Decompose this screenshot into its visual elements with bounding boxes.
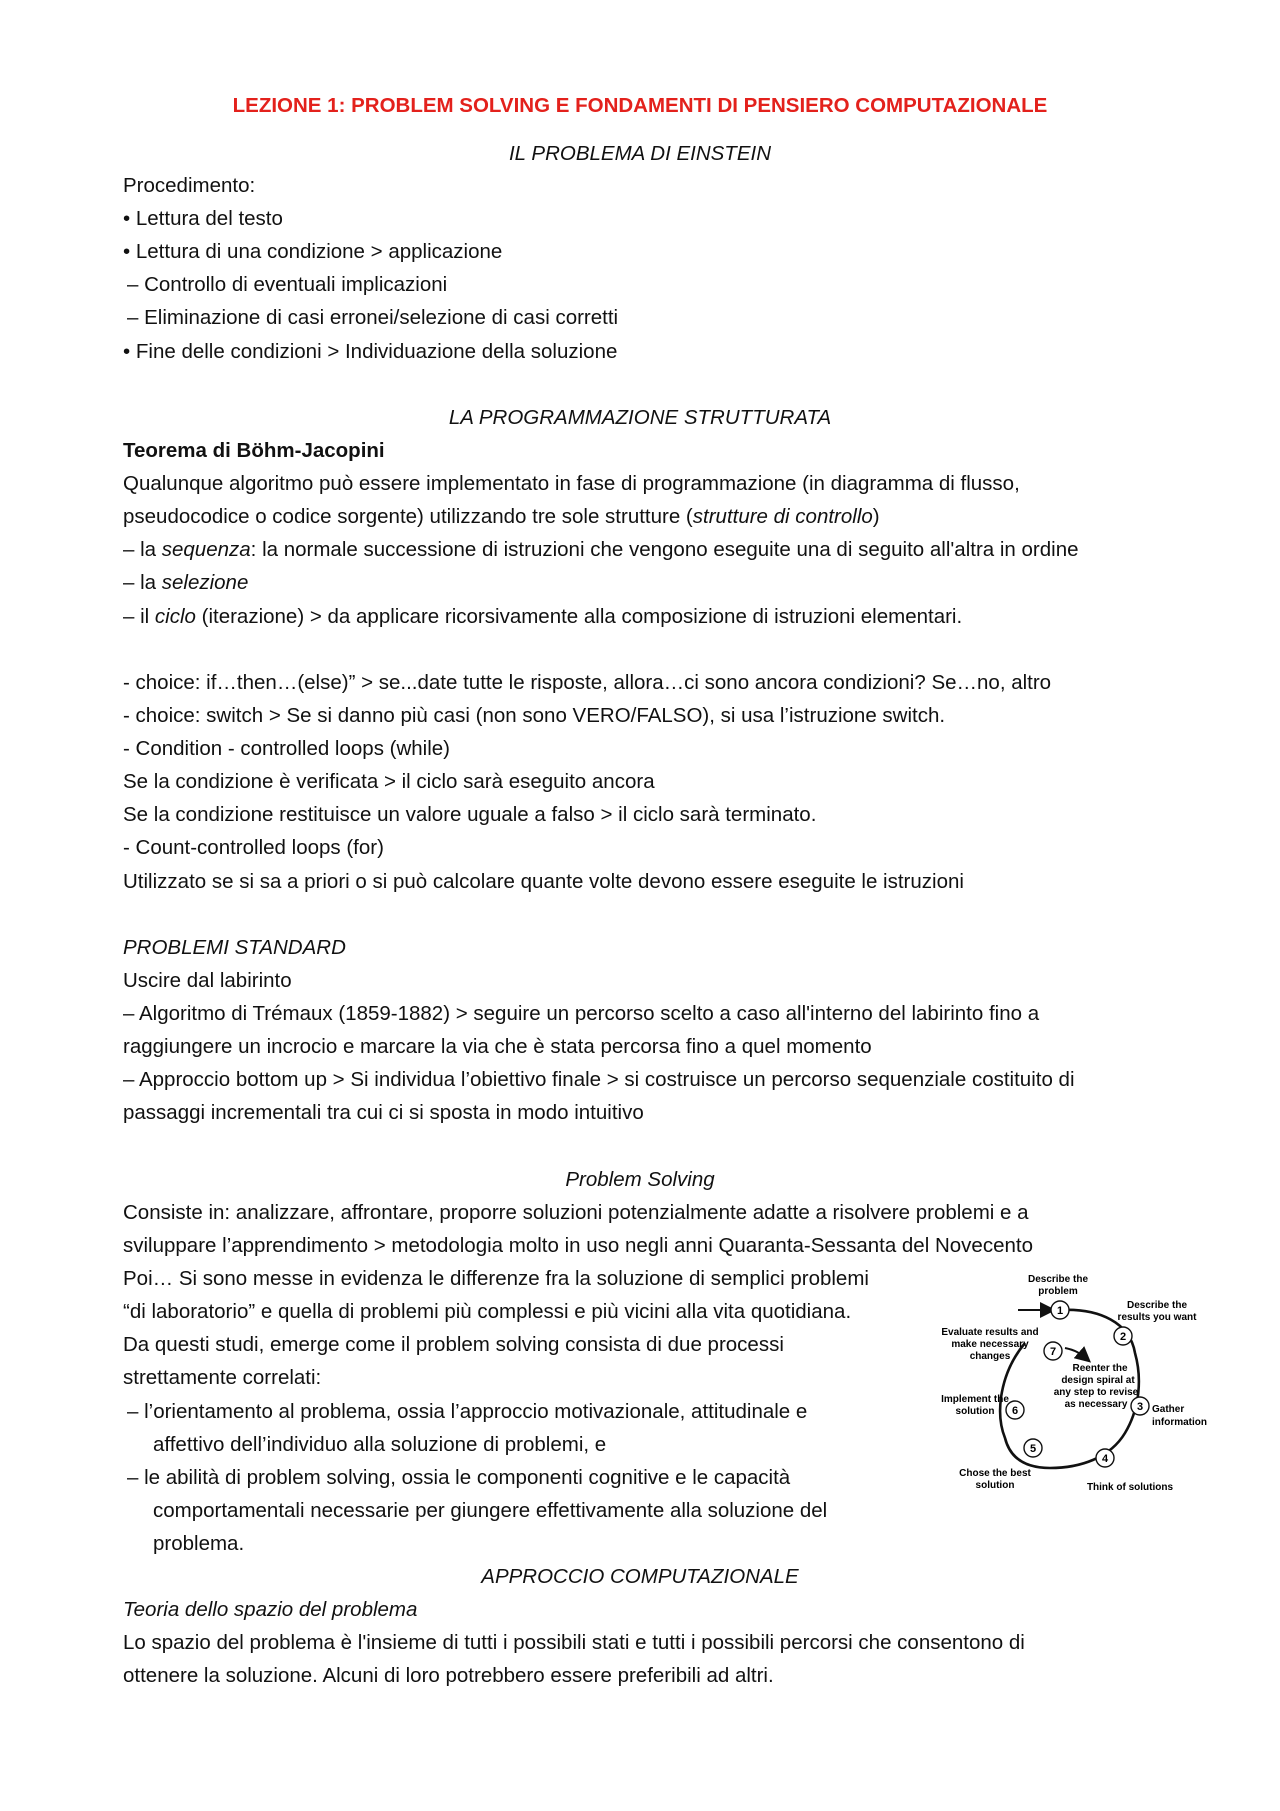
- procedure-item: • Lettura di una condizione > applicazione: [123, 240, 503, 263]
- step-number: 2: [1119, 1331, 1127, 1343]
- center-note: design spiral at: [1061, 1375, 1135, 1386]
- paragraph-line: Da questi studi, emerge come il problem solving consista di due processi: [123, 1333, 784, 1356]
- step-node: [1131, 1397, 1149, 1415]
- paragraph-line: [123, 503, 880, 531]
- text-span: ): [872, 505, 880, 528]
- step-node: [1044, 1342, 1062, 1360]
- paragraph-line: “di laboratorio” e quella di problemi più complessi e più vicini alla vita quotidiana.: [123, 1300, 852, 1323]
- text-span: – la: [123, 538, 162, 561]
- problem-solving-cycle-diagram: [930, 1268, 1207, 1508]
- paragraph-line: – Algoritmo di Trémaux (1859-1882) > seguire un percorso scelto a caso all'interno del labirinto fino a: [123, 1002, 1040, 1025]
- step-number: 4: [1101, 1453, 1109, 1465]
- step-number: 6: [1011, 1405, 1019, 1417]
- list-item-continuation: comportamentali necessarie per giungere effettivamente alla soluzione del: [153, 1499, 828, 1522]
- text-span-italic: sequenza: [161, 538, 251, 561]
- procedure-item: – Controllo di eventuali implicazioni: [127, 273, 448, 296]
- procedure-item: • Lettura del testo: [123, 207, 283, 230]
- step-node: [1096, 1449, 1114, 1467]
- step-label: Chose the best: [959, 1468, 1031, 1479]
- center-note: any step to revise: [1053, 1387, 1139, 1398]
- paragraph-line: passaggi incrementali tra cui ci si sposta in modo intuitivo: [123, 1101, 644, 1124]
- paragraph-line: - choice: switch > Se si danno più casi (non sono VERO/FALSO), si usa l’istruzione switch.: [123, 704, 946, 727]
- paragraph-line: [123, 569, 248, 597]
- text-span: – la: [123, 571, 162, 594]
- paragraph-line: Se la condizione è verificata > il ciclo sarà eseguito ancora: [123, 770, 655, 793]
- center-note: Reenter the: [1072, 1363, 1128, 1374]
- step-label: Describe the: [1027, 1274, 1089, 1285]
- page-title: LEZIONE 1: PROBLEM SOLVING E FONDAMENTI DI PENSIERO COMPUTAZIONALE: [232, 94, 1048, 117]
- paragraph-line: strettamente correlati:: [123, 1366, 322, 1389]
- center-note: as necessary: [1064, 1399, 1128, 1410]
- text-span: : la normale successione di istruzioni che vengono eseguite una di seguito all'altra in ordine: [250, 538, 1079, 561]
- paragraph-line: Utilizzato se si sa a priori o si può calcolare quante volte devono essere eseguite le istruzioni: [123, 870, 964, 893]
- step-node: [1051, 1301, 1069, 1319]
- step-label: make necessary: [951, 1339, 1029, 1350]
- paragraph-line: - Count-controlled loops (for): [123, 836, 384, 859]
- step-node: [1024, 1439, 1042, 1457]
- text-span-italic: ciclo: [154, 605, 196, 628]
- heading-problem-solving: Problem Solving: [565, 1168, 715, 1191]
- reenter-arrow: [1065, 1348, 1088, 1360]
- procedure-item: – Eliminazione di casi erronei/selezione di casi corretti: [127, 306, 619, 329]
- paragraph-line: – Approccio bottom up > Si individua l’obiettivo finale > si costruisce un percorso sequenziale costituito di: [123, 1068, 1075, 1091]
- subheading-problem-space: Teoria dello spazio del problema: [123, 1598, 418, 1621]
- paragraph-line: Se la condizione restituisce un valore uguale a falso > il ciclo sarà terminato.: [123, 803, 817, 826]
- heading-computational-approach: APPROCCIO COMPUTAZIONALE: [481, 1565, 799, 1588]
- procedure-item: • Fine delle condizioni > Individuazione della soluzione: [123, 340, 618, 363]
- list-item-continuation: affettivo dell’individuo alla soluzione di problemi, e: [153, 1433, 607, 1456]
- step-label: changes: [969, 1351, 1011, 1362]
- step-label: problem: [1038, 1286, 1078, 1297]
- step-label: results you want: [1117, 1312, 1197, 1323]
- text-span-italic: strutture di controllo: [692, 505, 873, 528]
- paragraph-line: ottenere la soluzione. Alcuni di loro potrebbero essere preferibili ad altri.: [123, 1664, 774, 1687]
- heading-einstein: IL PROBLEMA DI EINSTEIN: [508, 142, 771, 165]
- paragraph-line: Poi… Si sono messe in evidenza le differenze fra la soluzione di semplici problemi: [123, 1267, 869, 1290]
- list-item: – le abilità di problem solving, ossia le componenti cognitive e le capacità: [127, 1466, 791, 1489]
- text-span-italic: selezione: [161, 571, 249, 594]
- step-label: Describe the: [1126, 1300, 1188, 1311]
- step-label: Gather: [1152, 1404, 1185, 1415]
- step-number: 7: [1049, 1346, 1057, 1358]
- step-label: information: [1152, 1417, 1207, 1428]
- list-item-continuation: problema.: [153, 1532, 245, 1555]
- heading-structured-programming: LA PROGRAMMAZIONE STRUTTURATA: [448, 406, 832, 429]
- paragraph-line: [123, 603, 962, 631]
- heading-standard-problems: PROBLEMI STANDARD: [123, 936, 346, 959]
- paragraph-line: - choice: if…then…(else)” > se...date tutte le risposte, allora…ci sono ancora condizioni? Se…no, altro: [123, 671, 1052, 694]
- paragraph-line: Consiste in: analizzare, affrontare, proporre soluzioni potenzialmente adatte a risolvere problemi e a: [123, 1201, 1029, 1224]
- theorem-title: Teorema di Böhm-Jacopini: [123, 439, 385, 462]
- paragraph-line: - Condition - controlled loops (while): [123, 737, 451, 760]
- step-number: 5: [1029, 1443, 1037, 1455]
- paragraph-line: Uscire dal labirinto: [123, 969, 292, 992]
- step-label: Think of solutions: [1086, 1482, 1174, 1493]
- paragraph-line: sviluppare l’apprendimento > metodologia molto in uso negli anni Quaranta-Sessanta del Novecento: [123, 1234, 1033, 1257]
- step-number: 3: [1136, 1401, 1144, 1413]
- step-label: solution: [955, 1406, 995, 1417]
- text-span: – il: [123, 605, 155, 628]
- text-span: pseudocodice o codice sorgente) utilizzando tre sole strutture (: [123, 505, 693, 528]
- paragraph-line: Qualunque algoritmo può essere implementato in fase di programmazione (in diagramma di flusso,: [123, 472, 1020, 495]
- step-node: [1114, 1327, 1132, 1345]
- paragraph-line: raggiungere un incrocio e marcare la via che è stata percorsa fino a quel momento: [123, 1035, 872, 1058]
- step-label: Implement the: [941, 1394, 1009, 1405]
- step-label: solution: [975, 1480, 1015, 1491]
- paragraph-line: Lo spazio del problema è l'insieme di tutti i possibili stati e tutti i possibili percorsi che consentono di: [123, 1631, 1025, 1654]
- paragraph-line: [123, 536, 1079, 564]
- text-span: (iterazione) > da applicare ricorsivamente alla composizione di istruzioni elementari.: [195, 605, 963, 628]
- step-number: 1: [1056, 1305, 1064, 1317]
- list-item: – l’orientamento al problema, ossia l’approccio motivazionale, attitudinale e: [127, 1400, 808, 1423]
- step-label: Evaluate results and: [941, 1327, 1039, 1338]
- procedure-intro: Procedimento:: [123, 174, 256, 197]
